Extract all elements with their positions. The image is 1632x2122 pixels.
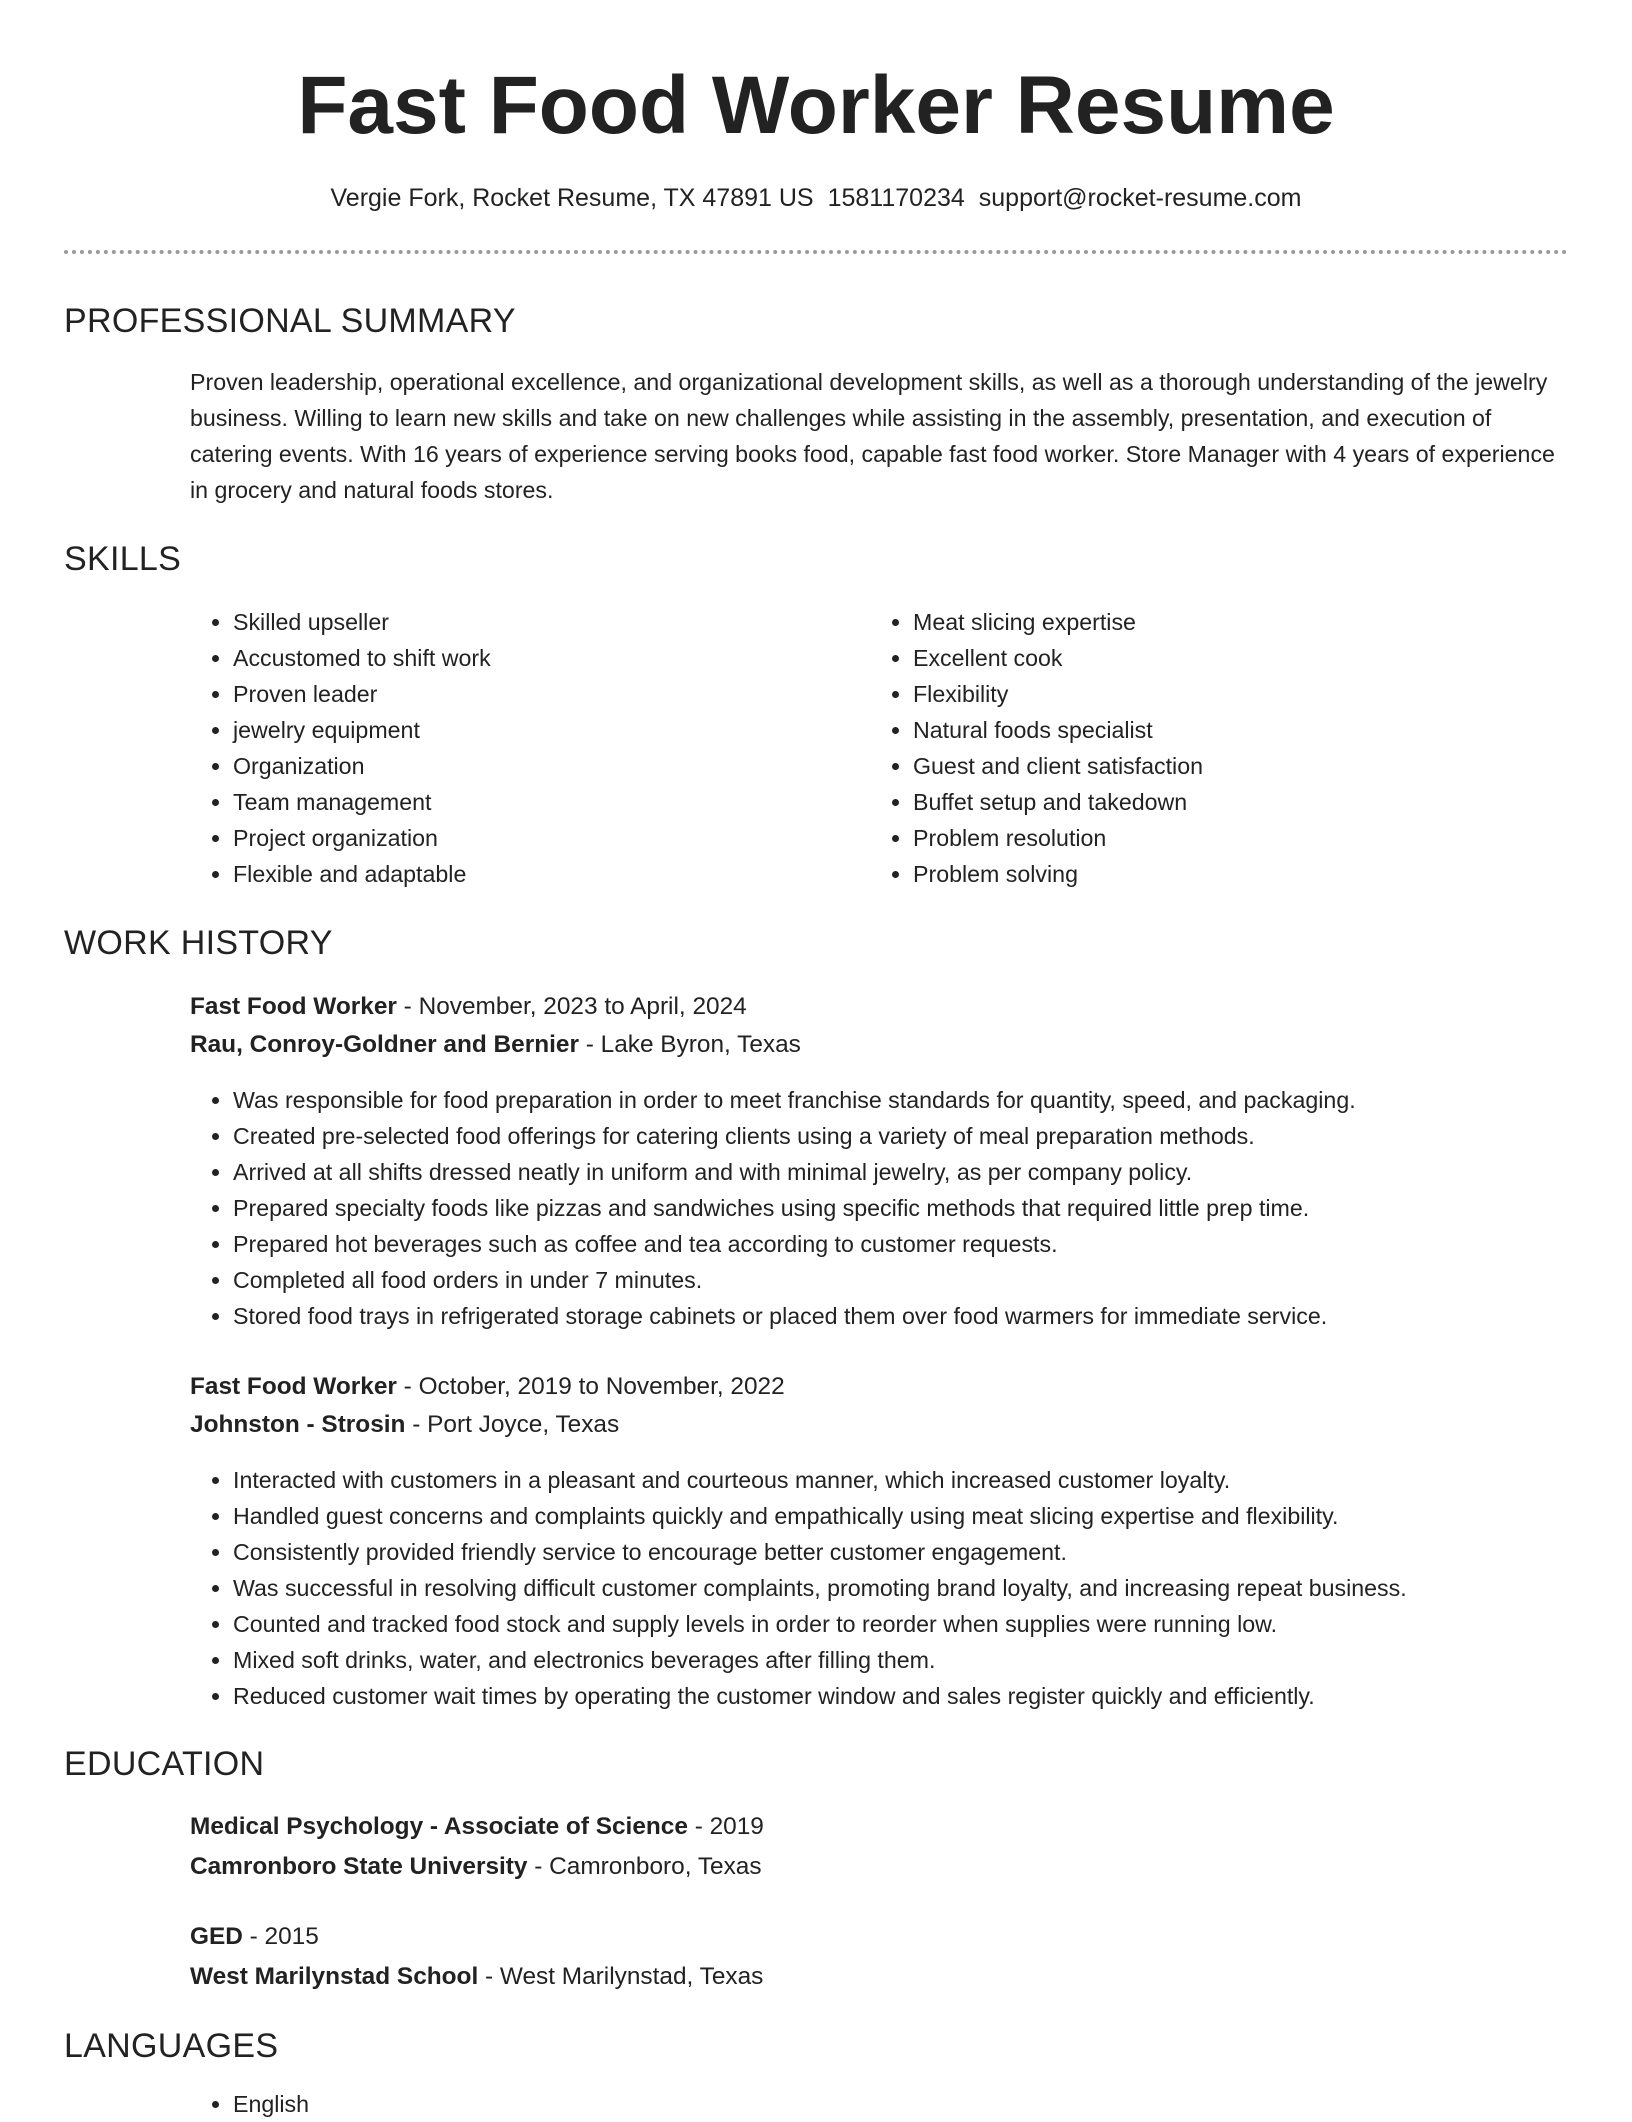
skill-item: • Skilled upseller [233,604,870,640]
education-degree-line [190,1808,764,1846]
skills-column-left [190,604,870,892]
job-bullet: • Was responsible for food preparation in order to meet franchise standards for quantity, speed, and packaging. [233,1082,1593,1118]
skill-item: • jewelry equipment [233,712,870,748]
job-bullet: • Arrived at all shifts dressed neatly in uniform and with minimal jewelry, as per company policy. [233,1154,1593,1190]
job-bullets [190,1082,1593,1334]
job-bullet: • Completed all food orders in under 7 minutes. [233,1262,1593,1298]
education-degree: Medical Psychology - Associate of Science [190,1813,688,1840]
section-title-work: WORK HISTORY [64,924,333,962]
skills-column-right [870,604,1550,892]
job-dates: - October, 2019 to November, 2022 [396,1373,785,1400]
skill-item: • Meat slicing expertise [913,604,1550,640]
section-title-languages: LANGUAGES [64,2027,279,2065]
section-title-skills: SKILLS [64,540,182,578]
skill-item: • Accustomed to shift work [233,640,870,676]
education-school: West Marilynstad School [190,1963,479,1990]
skill-item: • Guest and client satisfaction [913,748,1550,784]
skill-item: • Excellent cook [913,640,1550,676]
summary-text: Proven leadership, operational excellence, and organizational development skills, as well as a thorough understanding of the jewelry business. Willing to learn new skills and take on new challenges while assisting in the assembly, presentation, and execution of catering events. With 16 years of experience serving books food, capable fast food worker. Store Manager with 4 years of experience in grocery and natural foods stores. [190,369,1555,503]
job-bullet: • Handled guest concerns and complaints quickly and empathically using meat slicing expertise and flexibility. [233,1498,1593,1534]
job-bullet: • Mixed soft drinks, water, and electronics beverages after filling them. [233,1642,1593,1678]
contact-line [0,180,1632,216]
skill-item: • Proven leader [233,676,870,712]
education-degree-line [190,1918,319,1956]
skill-item: • Problem resolution [913,820,1550,856]
languages-list [190,2086,1593,2122]
education-location: - Camronboro, Texas [527,1853,762,1880]
job-title: Fast Food Worker [190,1373,397,1400]
skills-list [190,604,1570,892]
job-title-line [190,1368,785,1406]
job-title: Fast Food Worker [190,993,397,1020]
resume-title: Fast Food Worker Resume [297,60,1335,151]
header-divider [64,250,1568,254]
job-dates: - November, 2023 to April, 2024 [396,993,747,1020]
education-school: Camronboro State University [190,1853,528,1880]
education-degree: GED [190,1923,243,1950]
skill-item: • Organization [233,748,870,784]
contact-phone: 1581170234 [827,184,965,212]
skill-item: • Flexible and adaptable [233,856,870,892]
job-location: - Lake Byron, Texas [578,1031,801,1058]
job-bullets [190,1462,1593,1714]
skill-item: • Problem solving [913,856,1550,892]
job-bullet: • Interacted with customers in a pleasant and courteous manner, which increased customer loyalty. [233,1462,1593,1498]
contact-email: support@rocket-resume.com [978,184,1302,212]
education-year: - 2015 [242,1923,319,1950]
skill-item: • Natural foods specialist [913,712,1550,748]
job-company: Rau, Conroy-Goldner and Bernier [190,1031,579,1058]
contact-address: Vergie Fork, Rocket Resume, TX 47891 US [330,184,814,212]
job-bullet: • Created pre-selected food offerings for catering clients using a variety of meal preparation methods. [233,1118,1593,1154]
skill-item: • Team management [233,784,870,820]
skill-item: • Buffet setup and takedown [913,784,1550,820]
language-item: • English [233,2086,1593,2122]
job-company-line [190,1406,619,1444]
job-bullet: • Counted and tracked food stock and supply levels in order to reorder when supplies were running low. [233,1606,1593,1642]
job-location: - Port Joyce, Texas [405,1411,620,1438]
education-year: - 2019 [687,1813,764,1840]
job-bullet: • Reduced customer wait times by operating the customer window and sales register quickly and efficiently. [233,1678,1593,1714]
education-school-line [190,1848,762,1886]
job-bullet: • Prepared hot beverages such as coffee and tea according to customer requests. [233,1226,1593,1262]
job-title-line [190,988,747,1026]
job-bullet: • Stored food trays in refrigerated storage cabinets or placed them over food warmers for immediate service. [233,1298,1593,1334]
job-company: Johnston - Strosin [190,1411,406,1438]
skill-item: • Flexibility [913,676,1550,712]
job-company-line [190,1026,801,1064]
section-title-education: EDUCATION [64,1745,265,1783]
skill-item: • Project organization [233,820,870,856]
job-bullet: • Prepared specialty foods like pizzas and sandwiches using specific methods that required little prep time. [233,1190,1593,1226]
section-title-summary: PROFESSIONAL SUMMARY [64,302,516,340]
education-location: - West Marilynstad, Texas [478,1963,764,1990]
job-bullet: • Was successful in resolving difficult customer complaints, promoting brand loyalty, and increasing repeat business. [233,1570,1593,1606]
education-school-line [190,1958,763,1996]
job-bullet: • Consistently provided friendly service to encourage better customer engagement. [233,1534,1593,1570]
